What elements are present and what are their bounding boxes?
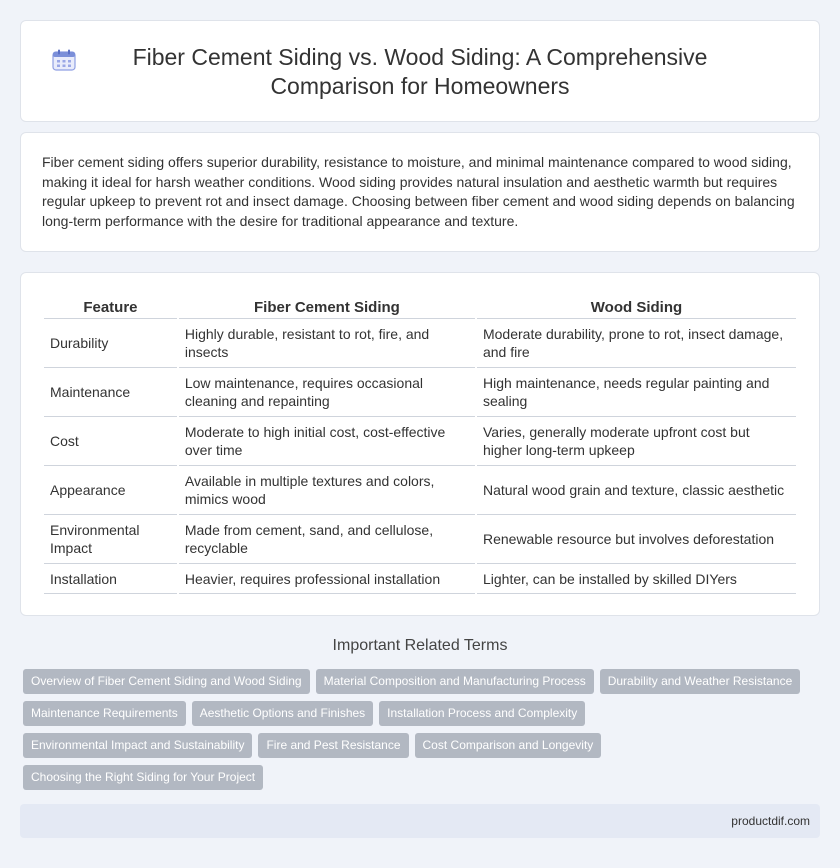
comparison-card <box>20 272 820 616</box>
header-feature: Feature <box>44 297 177 319</box>
wood-cell: Moderate durability, prone to rot, insect damage, and fire <box>477 319 796 368</box>
table-row <box>44 564 796 594</box>
term-tag[interactable]: Environmental Impact and Sustainability <box>23 733 252 758</box>
table-row <box>44 368 796 417</box>
table-row <box>44 466 796 515</box>
wood-cell: Lighter, can be installed by skilled DIYers <box>477 564 796 594</box>
wood-cell: Varies, generally moderate upfront cost but higher long-term upkeep <box>477 417 796 466</box>
term-tag[interactable]: Choosing the Right Siding for Your Project <box>23 765 263 790</box>
header-fiber-cement: Fiber Cement Siding <box>179 297 475 319</box>
term-tag[interactable]: Aesthetic Options and Finishes <box>192 701 373 726</box>
title-card <box>20 20 820 122</box>
fiber-cement-cell: Available in multiple textures and colors, mimics wood <box>179 466 475 515</box>
table-row <box>44 319 796 368</box>
wood-cell: High maintenance, needs regular painting and sealing <box>477 368 796 417</box>
fiber-cement-cell: Low maintenance, requires occasional cleaning and repainting <box>179 368 475 417</box>
fiber-cement-cell: Heavier, requires professional installation <box>179 564 475 594</box>
related-terms-tags <box>23 669 823 797</box>
fiber-cement-cell: Moderate to high initial cost, cost-effective over time <box>179 417 475 466</box>
fiber-cement-cell: Highly durable, resistant to rot, fire, and insects <box>179 319 475 368</box>
table-row <box>44 417 796 466</box>
feature-cell: Appearance <box>44 466 177 515</box>
footer <box>20 804 820 838</box>
term-tag[interactable]: Material Composition and Manufacturing Process <box>316 669 594 694</box>
related-terms-heading: Important Related Terms <box>332 637 508 654</box>
feature-cell: Cost <box>44 417 177 466</box>
calendar-icon <box>52 49 76 71</box>
table-row <box>44 515 796 564</box>
term-tag[interactable]: Overview of Fiber Cement Siding and Wood Siding <box>23 669 310 694</box>
page-title: Fiber Cement Siding vs. Wood Siding: A Comprehensive Comparison for Homeowners <box>132 44 708 99</box>
intro-paragraph: Fiber cement siding offers superior durability, resistance to moisture, and minimal maintenance compared to wood siding, making it ideal for harsh weather conditions. Wood siding provides natural insulation and aesthetic warmth but requires regular upkeep to prevent rot and insect damage. Choosing between fiber cement and wood siding depends on balancing long-term performance with the desire for traditional appearance and texture. <box>42 154 795 229</box>
table-header-row <box>44 297 796 319</box>
footer-site[interactable]: productdif.com <box>731 814 810 828</box>
fiber-cement-cell: Made from cement, sand, and cellulose, recyclable <box>179 515 475 564</box>
term-tag[interactable]: Fire and Pest Resistance <box>258 733 408 758</box>
header-wood: Wood Siding <box>477 297 796 319</box>
term-tag[interactable]: Installation Process and Complexity <box>379 701 585 726</box>
wood-cell: Natural wood grain and texture, classic aesthetic <box>477 466 796 515</box>
intro-card <box>20 132 820 252</box>
term-tag[interactable]: Durability and Weather Resistance <box>600 669 801 694</box>
feature-cell: Maintenance <box>44 368 177 417</box>
comparison-table <box>42 297 798 594</box>
term-tag[interactable]: Maintenance Requirements <box>23 701 186 726</box>
wood-cell: Renewable resource but involves deforestation <box>477 515 796 564</box>
feature-cell: Durability <box>44 319 177 368</box>
term-tag[interactable]: Cost Comparison and Longevity <box>415 733 602 758</box>
feature-cell: Installation <box>44 564 177 594</box>
feature-cell: Environmental Impact <box>44 515 177 564</box>
